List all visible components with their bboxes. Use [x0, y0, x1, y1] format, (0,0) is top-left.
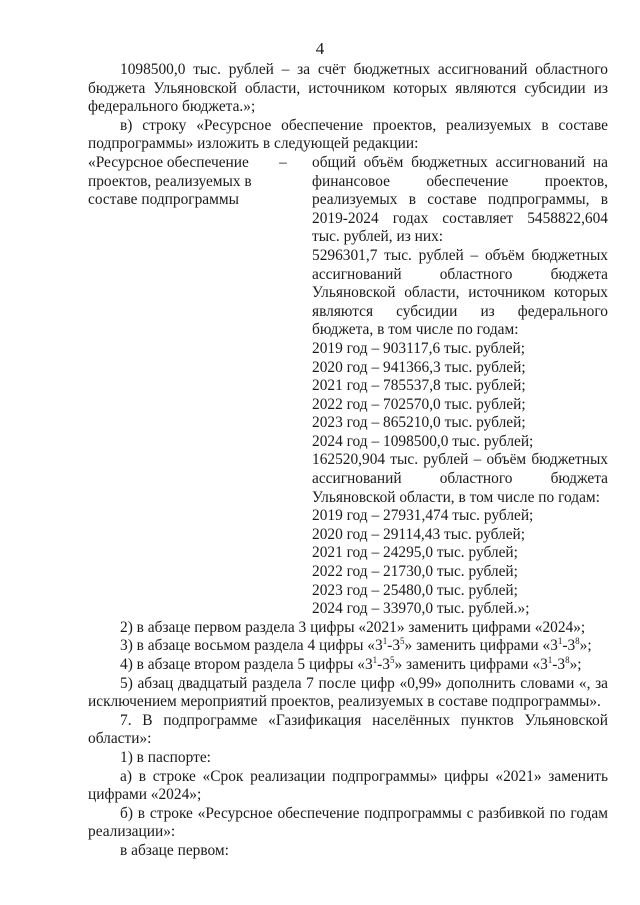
- intro-paragraph: 1098500,0 тыс. рублей – за счёт бюджетных ассигнований областного бюджета Ульяновской области, источником которых являются субсидии из федерального бюджета.»;: [88, 61, 608, 116]
- resource-table-row: [88, 154, 608, 619]
- federal-year-4: 2022 год – 702570,0 тыс. рублей;: [312, 395, 526, 413]
- regional-year-1: 2019 год – 27931,474 тыс. рублей;: [312, 507, 534, 525]
- section-7-item-a: а) в строке «Срок реализации подпрограммы» цифры «2021» заменить цифрами «2024»;: [88, 767, 608, 804]
- section-7-item-b: б) в строке «Ресурсное обеспечение подпрограммы с разбивкой по годам реализации»:: [88, 804, 608, 841]
- federal-year-3: 2021 год – 785537,8 тыс. рублей;: [312, 377, 526, 395]
- section-7-heading: 7. В подпрограмме «Газификация населённых пунктов Ульяновской области»:: [88, 711, 608, 748]
- table-row-label: «Ресурсное обеспечение проектов, реализуемых в составе подпрограммы: [88, 153, 252, 209]
- regional-year-3: 2021 год – 24295,0 тыс. рублей;: [312, 544, 518, 562]
- item-3: 3) в абзаце восьмом раздела 4 цифры «$3^1-3^5$» заменить цифрами «$3^1-3^8$»;: [120, 636, 592, 655]
- item-5: 5) абзац двадцатый раздела 7 после цифр «0,99» дополнить словами «, за исключением мероприятий проектов, реализуемых в составе подпрограммы».: [88, 674, 608, 711]
- total-funding-text: общий объём бюджетных ассигнований на финансовое обеспечение проектов, реализуемых в составе подпрограммы, в 2019-2024 годах составляет 5458822,604 тыс. рублей, из них:: [312, 153, 608, 246]
- document-body: [88, 61, 608, 861]
- item-4: 4) в абзаце втором раздела 5 цифры «$3^1-3^5$» заменить цифрами «$3^1-3^8$»;: [120, 655, 582, 673]
- table-dash: –: [279, 153, 287, 171]
- federal-funding-text: 5296301,7 тыс. рублей – объём бюджетных ассигнований областного бюджета Ульяновской области, источником которых являются субсидии из федерального бюджета, в том числе по годам:: [312, 246, 608, 339]
- section-7-item-c: в абзаце первом:: [120, 841, 229, 859]
- regional-funding-text: 162520,904 тыс. рублей – объём бюджетных ассигнований областного бюджета Ульяновской области, в том числе по годам:: [312, 451, 608, 506]
- item-v-paragraph: в) строку «Ресурсное обеспечение проектов, реализуемых в составе подпрограммы» изложить в следующей редакции:: [88, 116, 608, 153]
- regional-year-6: 2024 год – 33970,0 тыс. рублей.»;: [312, 600, 530, 618]
- regional-year-2: 2020 год – 29114,43 тыс. рублей;: [312, 525, 526, 543]
- federal-year-1: 2019 год – 903117,6 тыс. рублей;: [312, 339, 526, 357]
- federal-year-2: 2020 год – 941366,3 тыс. рублей;: [312, 358, 526, 376]
- regional-year-5: 2023 год – 25480,0 тыс. рублей;: [312, 581, 518, 599]
- item-2: 2) в абзаце первом раздела 3 цифры «2021» заменить цифрами «2024»;: [120, 618, 586, 636]
- table-row-value: [312, 154, 608, 619]
- page-number: 4: [315, 39, 325, 58]
- federal-year-6: 2024 год – 1098500,0 тыс. рублей;: [312, 432, 534, 450]
- federal-year-5: 2023 год – 865210,0 тыс. рублей;: [312, 414, 526, 432]
- section-7-item-1: 1) в паспорте:: [120, 748, 211, 766]
- regional-year-4: 2022 год – 21730,0 тыс. рублей;: [312, 563, 518, 581]
